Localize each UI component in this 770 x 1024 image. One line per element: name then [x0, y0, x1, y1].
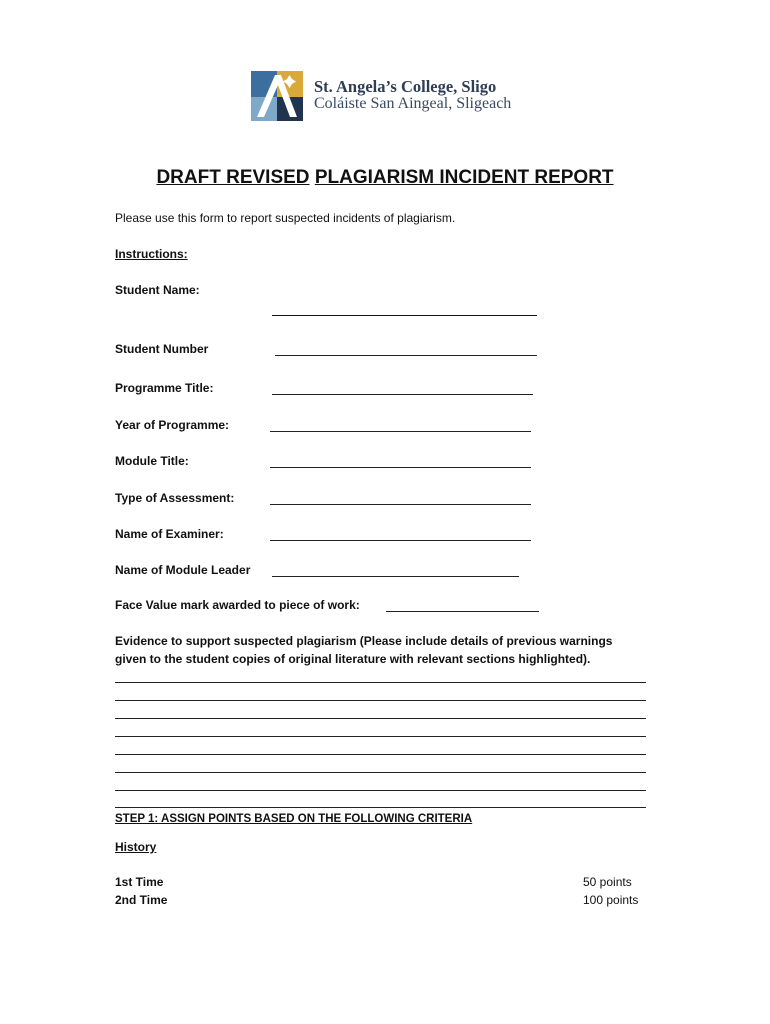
document-title — [0, 167, 770, 189]
type-of-assessment-label: Type of Assessment: — [115, 491, 235, 505]
programme-title-label: Programme Title: — [115, 381, 214, 395]
face-value-mark-label: Face Value mark awarded to piece of work: — [115, 598, 360, 612]
type-of-assessment-line[interactable] — [270, 504, 531, 505]
instructions-heading: Instructions: — [115, 247, 188, 261]
evidence-line[interactable] — [115, 790, 646, 791]
college-name-english: St. Angela’s College, Sligo — [314, 77, 497, 96]
evidence-line[interactable] — [115, 736, 646, 737]
student-number-line[interactable] — [275, 355, 537, 356]
college-name-irish: Coláiste San Aingeal, Sligeach — [314, 95, 512, 112]
module-title-line[interactable] — [270, 467, 531, 468]
history-row-points: 100 points — [583, 893, 639, 907]
history-row-label: 2nd Time — [115, 893, 168, 907]
college-logo — [251, 71, 511, 123]
evidence-line[interactable] — [115, 807, 646, 808]
name-of-examiner-line[interactable] — [270, 540, 531, 541]
face-value-mark-line[interactable] — [386, 611, 539, 612]
programme-title-line[interactable] — [272, 394, 533, 395]
name-of-examiner-label: Name of Examiner: — [115, 527, 224, 541]
student-name-line[interactable] — [272, 315, 537, 316]
history-row-label: 1st Time — [115, 875, 164, 889]
history-row-points: 50 points — [583, 875, 632, 889]
evidence-line[interactable] — [115, 772, 646, 773]
year-of-programme-line[interactable] — [270, 431, 531, 432]
module-title-label: Module Title: — [115, 454, 189, 468]
title-draft-revised: DRAFT REVISED — [156, 167, 310, 188]
evidence-line[interactable] — [115, 682, 646, 683]
title-main: PLAGIARISM INCIDENT REPORT — [314, 167, 614, 188]
student-number-label: Student Number — [115, 342, 209, 356]
evidence-text-line-2: given to the student copies of original literature with relevant sections highlighted). — [115, 652, 591, 666]
step-1-heading: STEP 1: ASSIGN POINTS BASED ON THE FOLLOWING CRITERIA — [115, 813, 473, 825]
intro-text: Please use this form to report suspected incidents of plagiarism. — [115, 211, 456, 225]
history-heading: History — [115, 840, 157, 854]
year-of-programme-label: Year of Programme: — [115, 418, 230, 432]
college-logo-icon — [251, 71, 303, 121]
evidence-line[interactable] — [115, 754, 646, 755]
name-of-module-leader-line[interactable] — [272, 576, 519, 577]
evidence-line[interactable] — [115, 718, 646, 719]
evidence-line[interactable] — [115, 700, 646, 701]
evidence-text-line-1: Evidence to support suspected plagiarism (Please include details of previous warnings — [115, 634, 613, 648]
student-name-label: Student Name: — [115, 283, 200, 297]
name-of-module-leader-label: Name of Module Leader — [115, 563, 251, 577]
